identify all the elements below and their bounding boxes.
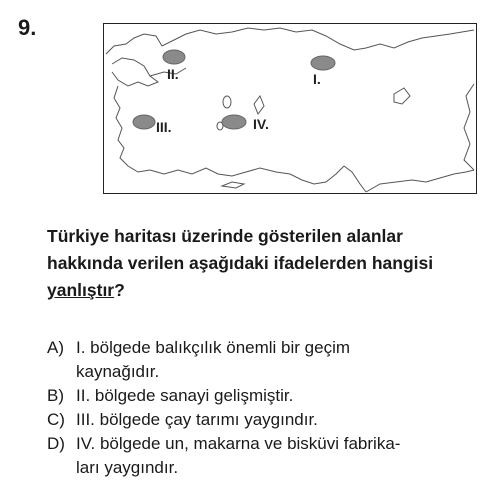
region-ii-label: II. — [167, 66, 179, 82]
region-iii-label: III. — [156, 119, 172, 135]
option-key: C) — [47, 410, 65, 429]
option-text: I. bölgede balıkçılık önemli bir geçim — [76, 338, 351, 357]
option-text-cont: kaynağıdır. — [76, 362, 160, 381]
option-a[interactable] — [47, 336, 477, 384]
question-stem — [47, 223, 477, 304]
stem-underlined-word: yanlıştır — [47, 280, 115, 300]
region-iii-marker — [133, 115, 155, 129]
option-key: B) — [47, 386, 64, 405]
turkey-map — [103, 23, 477, 194]
option-text: II. bölgede sanayi gelişmiştir. — [76, 386, 294, 405]
option-key: A) — [47, 338, 64, 357]
region-i-marker — [311, 56, 335, 70]
option-c[interactable] — [47, 408, 477, 432]
region-iv-marker — [222, 115, 246, 129]
answer-options — [47, 336, 477, 480]
option-text: IV. bölgede un, makarna ve bisküvi fabrika- — [76, 434, 401, 453]
option-b[interactable] — [47, 384, 477, 408]
region-ii-marker — [163, 50, 185, 64]
region-i-label: I. — [313, 71, 321, 87]
stem-text: Türkiye haritası üzerinde gösterilen alanlar hakkında verilen aşağıdaki ifadelerden hangisi — [47, 226, 434, 273]
option-key: D) — [47, 434, 65, 453]
turkey-outline — [104, 24, 476, 193]
stem-end: ? — [114, 280, 125, 300]
question-number: 9. — [18, 15, 37, 40]
option-text: III. bölgede çay tarımı yaygındır. — [76, 410, 318, 429]
option-d[interactable] — [47, 432, 477, 480]
option-text-cont: ları yaygındır. — [76, 458, 179, 477]
region-iv-label: IV. — [253, 116, 269, 132]
